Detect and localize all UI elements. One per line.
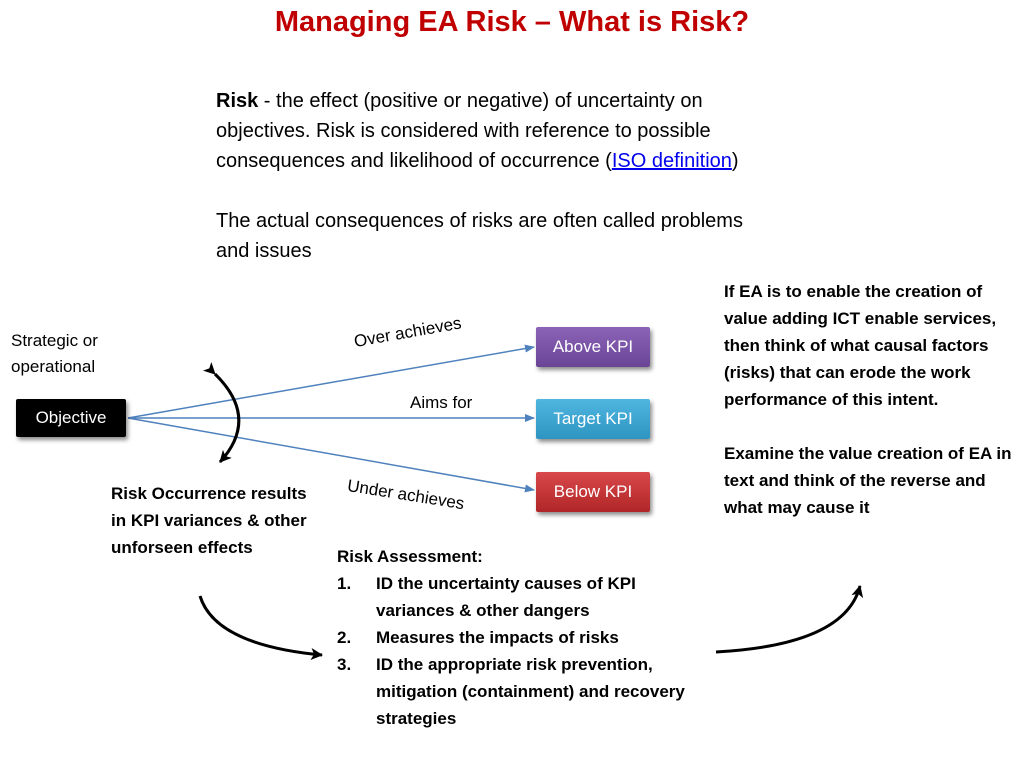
above-kpi-box: Above KPI: [536, 327, 650, 367]
assessment-item: [337, 651, 717, 732]
risk-occurrence-text: Risk Occurrence results in KPI variances & other unforseen effects: [111, 484, 307, 557]
assessment-item-number: 3.: [337, 655, 352, 674]
assessment-heading: Risk Assessment:: [337, 547, 483, 566]
value-creation-paragraph-2: Examine the value creation of EA in text and think of the reverse and what may cause it: [724, 444, 1012, 517]
value-creation-paragraph-1: If EA is to enable the creation of value adding ICT enable services, then think of what causal factors (risks) that can erode the work performance of this intent.: [724, 282, 997, 409]
target-kpi-box: Target KPI: [536, 399, 650, 439]
definition-close: ): [731, 150, 739, 172]
below-kpi-box: Below KPI: [536, 472, 650, 512]
assessment-item-text: ID the appropriate risk prevention, mitigation (containment) and recovery strategies: [376, 655, 685, 728]
assessment-list: [337, 570, 717, 732]
assessment-item: [337, 570, 717, 624]
definition-term: Risk: [216, 90, 259, 112]
iso-definition-link[interactable]: ISO definition: [611, 150, 732, 172]
assessment-to-value-arrow: [716, 586, 860, 652]
definition-text: - the effect (positive or negative) of uncertainty on objectives. Risk is considered with reference to possible consequences and likelihood of occurrence (: [216, 90, 711, 172]
aims-for-label: Aims for: [410, 393, 473, 412]
assessment-item-text: ID the uncertainty causes of KPI variances & other dangers: [376, 574, 636, 620]
definition-note: The actual consequences of risks are often called problems and issues: [216, 210, 743, 262]
assessment-item: [337, 624, 717, 651]
slide-title: Managing EA Risk – What is Risk?: [274, 6, 750, 38]
over-achieves-line: [128, 347, 534, 418]
value-creation-note: [724, 278, 1014, 521]
objective-box: Objective: [16, 399, 126, 437]
assessment-item-text: Measures the impacts of risks: [376, 628, 619, 647]
under-achieves-label: Under achieves: [346, 476, 466, 514]
assessment-item-number: 2.: [337, 628, 352, 647]
over-achieves-label: Over achieves: [352, 313, 463, 352]
occurrence-to-assessment-arrow: [200, 596, 322, 655]
risk-assessment: [337, 543, 717, 732]
strategic-or-operational-label: Strategic or operational: [11, 331, 98, 376]
assessment-item-number: 1.: [337, 574, 352, 593]
